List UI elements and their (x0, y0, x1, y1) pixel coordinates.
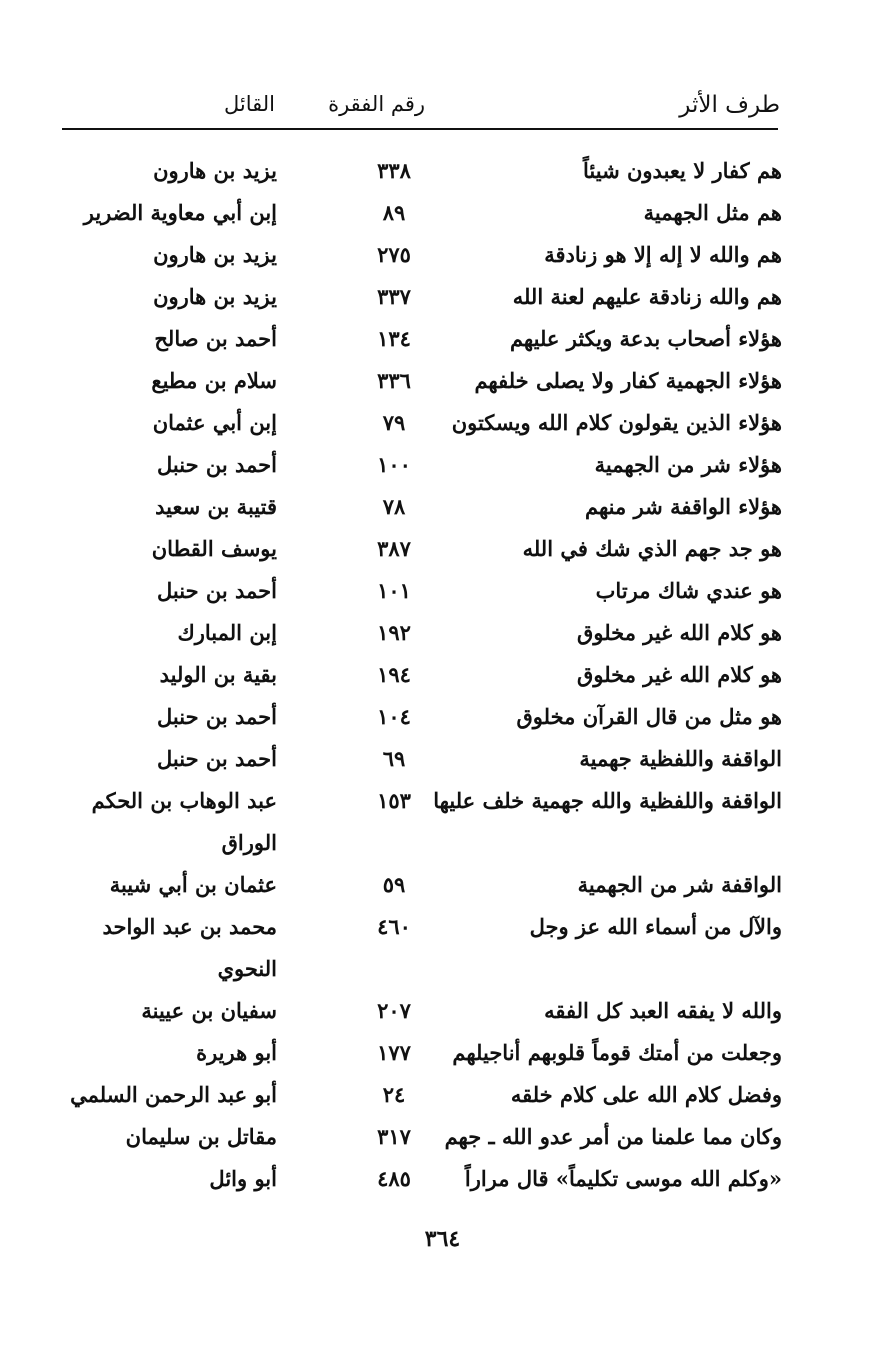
table-row (60, 234, 782, 276)
paragraph-number: ١٣٤ (377, 326, 411, 351)
speaker-name: قتيبة بن سعيد (155, 494, 277, 519)
speaker-name: بقية بن الوليد (159, 662, 277, 687)
paragraph-number: ٧٩ (382, 410, 406, 435)
table-row (60, 486, 782, 528)
table-row (60, 1074, 782, 1116)
table-row (60, 150, 782, 192)
table-row (60, 780, 782, 864)
speaker-name: أحمد بن حنبل (157, 746, 277, 771)
header-athar: طرف الأثر (679, 92, 780, 118)
athar-text: هو جد جهم الذي شك في الله (522, 536, 782, 561)
athar-text: هم مثل الجهمية (643, 200, 782, 225)
page-number: ٣٦٤ (424, 1226, 461, 1252)
table-row (60, 402, 782, 444)
athar-text: وجعلت من أمتك قوماً قلوبهم أناجيلهم (452, 1040, 782, 1065)
athar-text: الواقفة واللفظية جهمية (579, 746, 782, 771)
paragraph-number: ٨٩ (382, 200, 406, 225)
paragraph-number: ١٥٣ (377, 788, 411, 813)
table-row (60, 654, 782, 696)
table-row (60, 738, 782, 780)
athar-text: هو مثل من قال القرآن مخلوق (516, 704, 782, 729)
table-row (60, 276, 782, 318)
table-row (60, 906, 782, 990)
table-row (60, 444, 782, 486)
athar-text: هؤلاء الواقفة شر منهم (585, 494, 782, 519)
athar-text: هم كفار لا يعبدون شيئاً (583, 158, 782, 183)
paragraph-number: ٣١٧ (377, 1124, 411, 1149)
paragraph-number: ٢٧٥ (377, 242, 411, 267)
athar-text: هو كلام الله غير مخلوق (577, 620, 782, 645)
speaker-name: أبو هريرة (196, 1040, 277, 1065)
athar-text: وفضل كلام الله على كلام خلقه (510, 1082, 782, 1107)
athar-text: هو كلام الله غير مخلوق (577, 662, 782, 687)
athar-text: «وكلم الله موسى تكليماً» قال مراراً (464, 1166, 782, 1191)
paragraph-number: ٢٤ (382, 1082, 406, 1107)
index-entries (60, 150, 782, 1200)
paragraph-number: ١٠٠ (377, 452, 411, 477)
header-paragraph-number: رقم الفقرة (328, 92, 425, 116)
table-row (60, 528, 782, 570)
speaker-name: يزيد بن هارون (153, 242, 277, 267)
table-row (60, 1158, 782, 1200)
table-row (60, 570, 782, 612)
table-row (60, 696, 782, 738)
speaker-name: أحمد بن صالح (154, 326, 277, 351)
paragraph-number: ١٧٧ (377, 1040, 411, 1065)
table-row (60, 192, 782, 234)
speaker-name: سلام بن مطيع (151, 368, 277, 393)
athar-text: هم والله لا إله إلا هو زنادقة (544, 242, 782, 267)
speaker-name: يزيد بن هارون (153, 284, 277, 309)
table-header (60, 88, 780, 128)
paragraph-number: ١٩٤ (377, 662, 411, 687)
header-speaker: القائل (223, 92, 275, 116)
speaker-name: إبن أبي معاوية الضرير (83, 200, 277, 225)
paragraph-number: ٣٣٨ (377, 158, 411, 183)
speaker-name: عبد الوهاب بن الحكم الوراق (91, 788, 277, 855)
header-rule (62, 128, 778, 130)
speaker-name: أحمد بن حنبل (157, 704, 277, 729)
speaker-name: أبو وائل (209, 1166, 277, 1191)
table-row (60, 990, 782, 1032)
speaker-name: إبن المبارك (177, 620, 277, 645)
speaker-name: أبو عبد الرحمن السلمي (70, 1082, 277, 1107)
paragraph-number: ٥٩ (382, 872, 406, 897)
table-row (60, 360, 782, 402)
paragraph-number: ٢٠٧ (377, 998, 411, 1023)
paragraph-number: ١٠١ (377, 578, 411, 603)
athar-text: هؤلاء الجهمية كفار ولا يصلى خلفهم (474, 368, 782, 393)
paragraph-number: ٣٣٦ (377, 368, 411, 393)
table-row (60, 1116, 782, 1158)
paragraph-number: ٤٨٥ (377, 1166, 411, 1191)
speaker-name: عثمان بن أبي شيبة (109, 872, 277, 897)
athar-text: وكان مما علمنا من أمر عدو الله ـ جهم (444, 1124, 782, 1149)
speaker-name: أحمد بن حنبل (157, 452, 277, 477)
speaker-name: يوسف القطان (151, 536, 277, 561)
speaker-name: أحمد بن حنبل (157, 578, 277, 603)
speaker-name: يزيد بن هارون (153, 158, 277, 183)
athar-text: هؤلاء شر من الجهمية (594, 452, 782, 477)
paragraph-number: ١٠٤ (377, 704, 411, 729)
athar-text: والله لا يفقه العبد كل الفقه (544, 998, 782, 1023)
paragraph-number: ٦٩ (382, 746, 406, 771)
athar-text: هم والله زنادقة عليهم لعنة الله (512, 284, 782, 309)
athar-text: والآل من أسماء الله عز وجل (529, 914, 782, 939)
table-row (60, 1032, 782, 1074)
paragraph-number: ٧٨ (382, 494, 406, 519)
paragraph-number: ١٩٢ (377, 620, 411, 645)
athar-text: الواقفة واللفظية والله جهمية خلف عليها (433, 788, 782, 813)
athar-text: الواقفة شر من الجهمية (577, 872, 782, 897)
athar-text: هو عندي شاك مرتاب (595, 578, 782, 603)
athar-text: هؤلاء الذين يقولون كلام الله ويسكتون (451, 410, 782, 435)
table-row (60, 318, 782, 360)
speaker-name: محمد بن عبد الواحد النحوي (102, 914, 277, 981)
speaker-name: إبن أبي عثمان (152, 410, 277, 435)
speaker-name: مقاتل بن سليمان (125, 1124, 277, 1149)
paragraph-number: ٤٦٠ (377, 914, 411, 939)
table-row (60, 612, 782, 654)
table-row (60, 864, 782, 906)
paragraph-number: ٣٨٧ (377, 536, 411, 561)
paragraph-number: ٣٣٧ (377, 284, 411, 309)
speaker-name: سفيان بن عيينة (141, 998, 277, 1023)
athar-text: هؤلاء أصحاب بدعة ويكثر عليهم (509, 326, 782, 351)
